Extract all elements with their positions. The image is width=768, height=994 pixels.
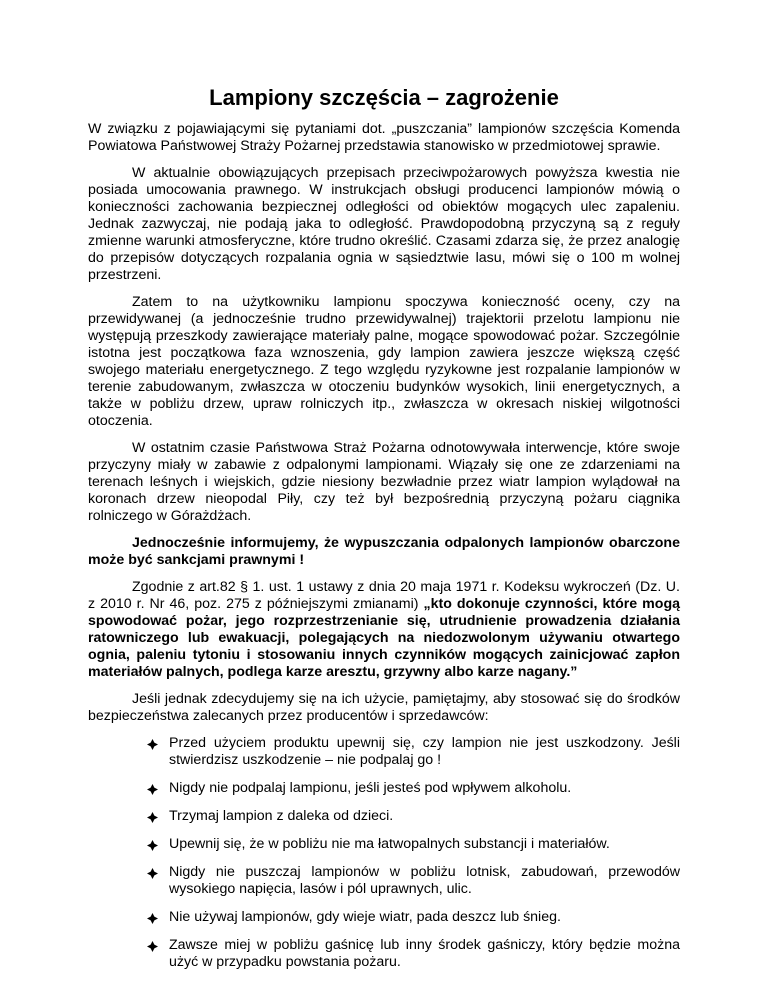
warning-paragraph: Jednocześnie informujemy, że wypuszczania odpalonych lampionów obarczone może być sankcjami prawnymi ! [88,535,680,568]
paragraph-regulations: W aktualnie obowiązujących przepisach przeciwpożarowych powyższa kwestia nie posiada umocowania prawnego. W instrukcjach obsługi producenci lampionów mówią o konieczności zachowania bezpiecznej odległości od obiektów mogących ulec zapaleniu. Jednak zazwyczaj, nie podają jaka to odległość. Prawdopodobną przyczyną są z reguły zmienne warunki atmosferyczne, które trudno określić. Czasami zdarza się, że przez analogię do przepisów dotyczących rozpalania ognia w sąsiedztwie lasu, mówi się o 100 m wolnej przestrzeni. [88,165,680,283]
diamond-bullet-icon [147,840,158,851]
list-item [145,780,680,797]
list-item-text: Przed użyciem produktu upewnij się, czy lampion nie jest uszkodzony. Jeśli stwierdzisz uszkodzenie – nie podpalaj go ! [169,735,680,768]
diamond-bullet-icon [147,913,158,924]
list-item [145,808,680,825]
list-item [145,735,680,769]
diamond-bullet-icon [147,784,158,795]
law-quote-text: „kto dokonuje czynności, które mogą spowodować pożar, jego rozprzestrzenianie się, utrudnienie prowadzenia działania ratowniczego lub ewakuacji, polegających na niedozwolonym używaniu otwartego ognia, paleniu tytoniu i stosowaniu innych czynników mogących zainicjować zapłon materiałów palnych, podlega karze aresztu, grzywny albo karze nagany.” [88,596,681,680]
list-item-text: Upewnij się, że w pobliżu nie ma łatwopalnych substancji i materiałów. [169,836,610,852]
list-item-text: Nie używaj lampionów, gdy wieje wiatr, pada deszcz lub śnieg. [169,909,561,925]
diamond-bullet-icon [147,941,158,952]
list-item-text: Trzymaj lampion z daleka od dzieci. [169,808,394,824]
page-title: Lampiony szczęścia – zagrożenie [209,85,559,110]
list-item-text: Nigdy nie puszczaj lampionów w pobliżu lotnisk, zabudowań, przewodów wysokiego napięcia, lasów i pól uprawnych, ulic. [169,864,680,897]
safety-list [88,735,680,971]
list-item-text: Nigdy nie podpalaj lampionu, jeśli jesteś pod wpływem alkoholu. [169,780,572,796]
diamond-bullet-icon [147,868,158,879]
law-paragraph [88,579,680,681]
paragraph-interventions: W ostatnim czasie Państwowa Straż Pożarna odnotowywała interwencje, które swoje przyczyny miały w zabawie z odpalonymi lampionami. Wiązały się one ze zdarzeniami na terenach leśnych i wiejskich, gdzie niesiony bezwładnie przez wiatr lampion wylądował na koronach drzew nieopodal Piły, czy też był bezpośrednią przyczyną pożaru ciągnika rolniczego w Górażdżach. [88,440,680,524]
paragraph-user-responsibility: Zatem to na użytkowniku lampionu spoczywa konieczność oceny, czy na przewidywanej (a jednocześnie trudno przewidywalnej) trajektorii przelotu lampionu nie występują przeszkody zawierające materiały palne, mogące spowodować pożar. Szczególnie istotna jest początkowa faza wznoszenia, gdy lampion zawiera jeszcze większą część swojego materiału energetycznego. Z tego względu ryzykowne jest rozpalanie lampionów w terenie zabudowanym, zwłaszcza w otoczeniu budynków wysokich, linii energetycznych, a także w pobliżu drzew, upraw rolniczych itp., zwłaszcza w okresach niskiej wilgotności otoczenia. [88,294,680,429]
diamond-bullet-icon [147,739,158,750]
advice-paragraph: Jeśli jednak zdecydujemy się na ich użycie, pamiętajmy, aby stosować się do środków bezpieczeństwa zalecanych przez producentów i sprzedawców: [88,691,680,724]
list-item [145,864,680,898]
list-item [145,937,680,971]
list-item [145,836,680,853]
intro-paragraph: W związku z pojawiającymi się pytaniami dot. „puszczania” lampionów szczęścia Komenda Powiatowa Państwowej Straży Pożarnej przedstawia stanowisko w przedmiotowej sprawie. [88,121,680,154]
diamond-bullet-icon [147,812,158,823]
law-intro-text: Zgodnie z art.82 § 1. ust. 1 ustawy z dnia 20 maja 1971 r. Kodeksu wykroczeń (Dz. U. z 2010 r. Nr 46, poz. 275 z późniejszymi zmianami) [88,579,680,612]
list-item [145,909,680,926]
list-item-text: Zawsze miej w pobliżu gaśnicę lub inny środek gaśniczy, który będzie można użyć w przypadku powstania pożaru. [169,937,680,970]
